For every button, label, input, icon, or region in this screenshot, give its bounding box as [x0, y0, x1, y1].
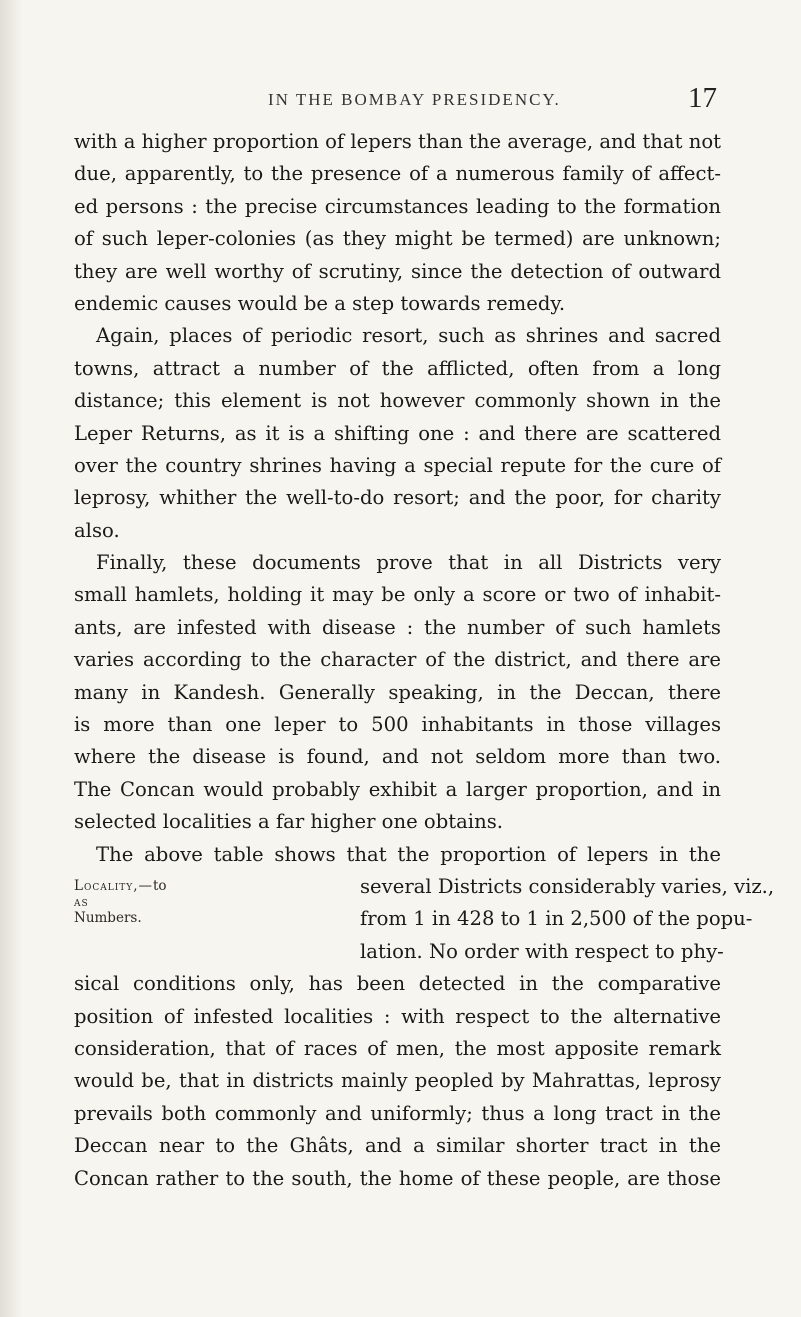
- text-line: ants, are infested with disease : the number of such hamlets: [74, 615, 721, 639]
- text-line: they are well worthy of scrutiny, since the detection of outward: [74, 259, 721, 283]
- marginal-note-to: to: [153, 877, 167, 894]
- text-line: of such leper-colonies (as they might be termed) are unknown;: [74, 227, 721, 251]
- text-line: lation. No order with respect to phy-: [360, 939, 724, 963]
- page-header: [0, 82, 801, 122]
- text-line: Again, places of periodic resort, such as shrines and sacred: [96, 324, 721, 348]
- text-line: prevails both commonly and uniformly; thus a long tract in the: [74, 1101, 721, 1125]
- marginal-area: [74, 871, 775, 968]
- text-line: varies according to the character of the district, and there are: [74, 648, 721, 672]
- text-line: endemic causes would be a step towards remedy.: [74, 291, 566, 315]
- text-line: selected localities a far higher one obtains.: [74, 810, 503, 834]
- text-line: The above table shows that the proportion of lepers in the: [96, 842, 721, 866]
- paragraph-2: [74, 320, 721, 547]
- page-number: 17: [688, 82, 717, 114]
- text-line: Finally, these documents prove that in all Districts very: [96, 551, 721, 575]
- text-line: where the disease is found, and not seldom more than two.: [74, 745, 721, 769]
- paragraph-3: [74, 547, 721, 839]
- text-line: consideration, that of races of men, the most apposite remark: [74, 1036, 721, 1060]
- text-line: several Districts considerably varies, viz.,: [360, 874, 775, 898]
- page-edge-shadow: [0, 0, 22, 1317]
- text-line: Concan rather to the south, the home of these people, are those: [74, 1166, 721, 1190]
- text-line: would be, that in districts mainly peopled by Mahrattas, leprosy: [74, 1069, 721, 1093]
- paragraph-4: [74, 839, 775, 1195]
- marginal-note-label: Locality,—as: [74, 877, 153, 910]
- text-line: over the country shrines having a special repute for the cure of: [74, 453, 721, 477]
- text-line: towns, attract a number of the afflicted, often from a long: [74, 356, 721, 380]
- text-line: also.: [74, 518, 120, 542]
- text-line: The Concan would probably exhibit a larger proportion, and in: [74, 777, 721, 801]
- text-line: position of infested localities : with respect to the alternative: [74, 1004, 721, 1028]
- marginal-note: [74, 877, 167, 926]
- running-head: IN THE BOMBAY PRESIDENCY.: [268, 90, 561, 109]
- body-text: [74, 126, 775, 1195]
- text-line: ed persons : the precise circumstances leading to the formation: [74, 194, 721, 218]
- text-line: Deccan near to the Ghâts, and a similar shorter tract in the: [74, 1134, 721, 1158]
- text-line: leprosy, whither the well-to-do resort; and the poor, for charity: [74, 486, 721, 510]
- text-line: Leper Returns, as it is a shifting one : and there are scattered: [74, 421, 721, 445]
- text-line: due, apparently, to the presence of a numerous family of affect-: [74, 162, 721, 186]
- text-line: sical conditions only, has been detected in the comparative: [74, 972, 721, 996]
- text-line: many in Kandesh. Generally speaking, in the Deccan, there: [74, 680, 721, 704]
- text-line: is more than one leper to 500 inhabitants in those villages: [74, 713, 721, 737]
- text-line: distance; this element is not however commonly shown in the: [74, 389, 721, 413]
- text-line: small hamlets, holding it may be only a score or two of inhabit-: [74, 583, 721, 607]
- marginal-note-second: Numbers.: [74, 909, 142, 926]
- text-line: from 1 in 428 to 1 in 2,500 of the popu-: [360, 907, 753, 931]
- text-line: with a higher proportion of lepers than the average, and that not: [74, 130, 721, 153]
- paragraph-1: [74, 126, 721, 320]
